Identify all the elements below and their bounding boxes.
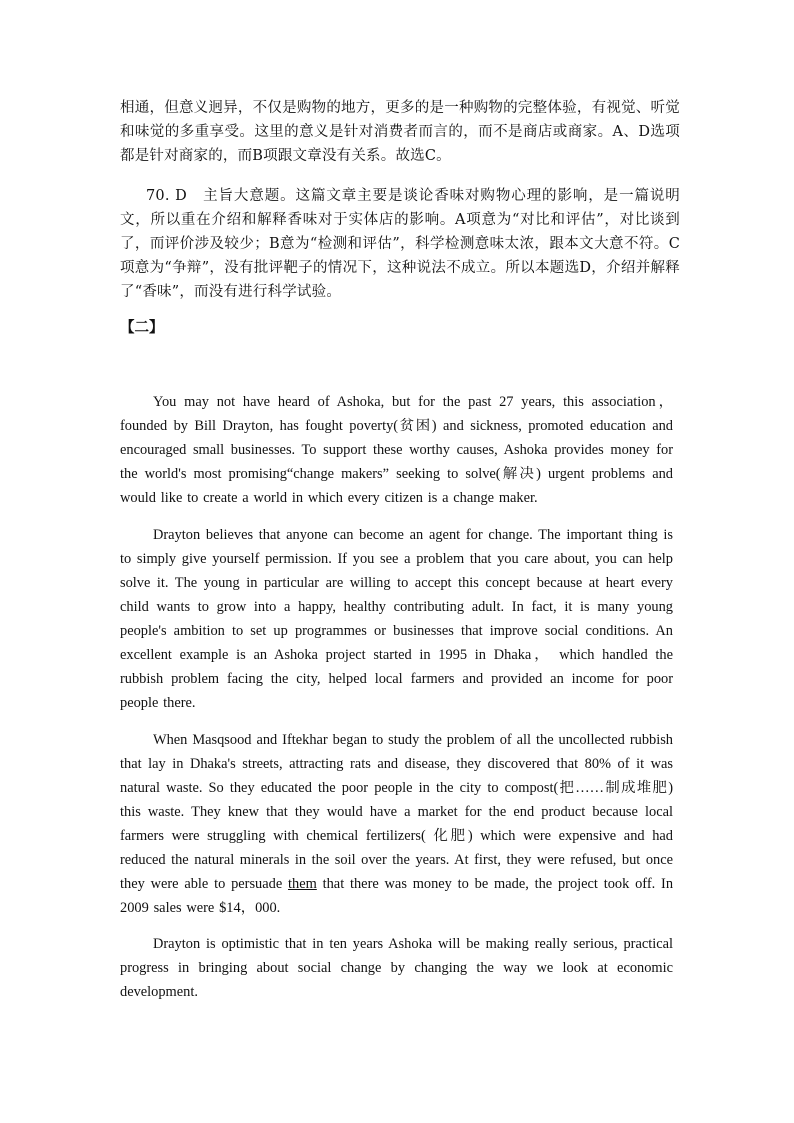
underlined-word: them xyxy=(288,876,317,892)
answer-explanation-70: 70. D 主旨大意题。这篇文章主要是谈论香味对购物心理的影响，是一篇说明文，所以重在介绍和解释香味对于实体店的影响。A项意为“对比和评估”，对比谈到了，而评价涉及较少；B意为“检测和评估”，科学检测意味太浓，跟本文大意不符。C项意为“争辩”，没有批评靶子的情况下，这种说法不成立。所以本题选D，介绍并解释了“香味”，而没有进行科学试验。 xyxy=(120,188,680,300)
passage-paragraph-1: You may not have heard of Ashoka, but for the past 27 years, this association，founded by Bill Drayton, has fought poverty(贫困) and sickness, promoted education and encouraged small businesses. To support these worthy causes, Ashoka provides money for the world's most promising“change makers” seeking to solve(解决) urgent problems and would like to create a world in which every citizen is a change maker. xyxy=(120,394,673,506)
section-heading: 【二】 xyxy=(120,320,164,336)
passage-paragraph-3 xyxy=(120,728,673,920)
passage-paragraph-3-part-2: that there was money to be made, the project took off. In 2009 sales were $14，000. xyxy=(120,876,674,916)
answer-explanation-continued: 相通，但意义迥异，不仅是购物的地方，更多的是一种购物的完整体验，有视觉、听觉和味觉的多重享受。这里的意义是针对消费者而言的，而不是商店或商家。A、D选项都是针对商家的，而B项跟文章没有关系。故选C。 xyxy=(120,100,680,164)
passage-paragraph-4: Drayton is optimistic that in ten years Ashoka will be making really serious, practical progress in bringing about social change by changing the way we look at economic development. xyxy=(120,936,673,1000)
passage-paragraph-2: Drayton believes that anyone can become an agent for change. The important thing is to simply give yourself permission. If you see a problem that you care about, you can help solve it. The young in particular are willing to accept this concept because at heart every child wants to grow into a happy, healthy contributing adult. In fact, it is many young people's ambition to set up programmes or businesses that improve social conditions. An excellent example is an Ashoka project started in 1995 in Dhaka， which handled the rubbish problem facing the city, helped local farmers and provided an income for poor people there. xyxy=(120,527,673,711)
passage-paragraph-3-part-1: When Masqsood and Iftekhar began to study the problem of all the uncollected rubbish that lay in Dhaka's streets, attracting rats and disease, they discovered that 80% of it was natural waste. So they educated the poor people in the city to compost(把……制成堆肥) this waste. They knew that they would have a market for the end product because local farmers were struggling with chemical fertilizers( 化肥) which were expensive and had reduced the natural minerals in the soil over the years. At first, they were refused, but once they were able to persuade xyxy=(120,732,673,892)
